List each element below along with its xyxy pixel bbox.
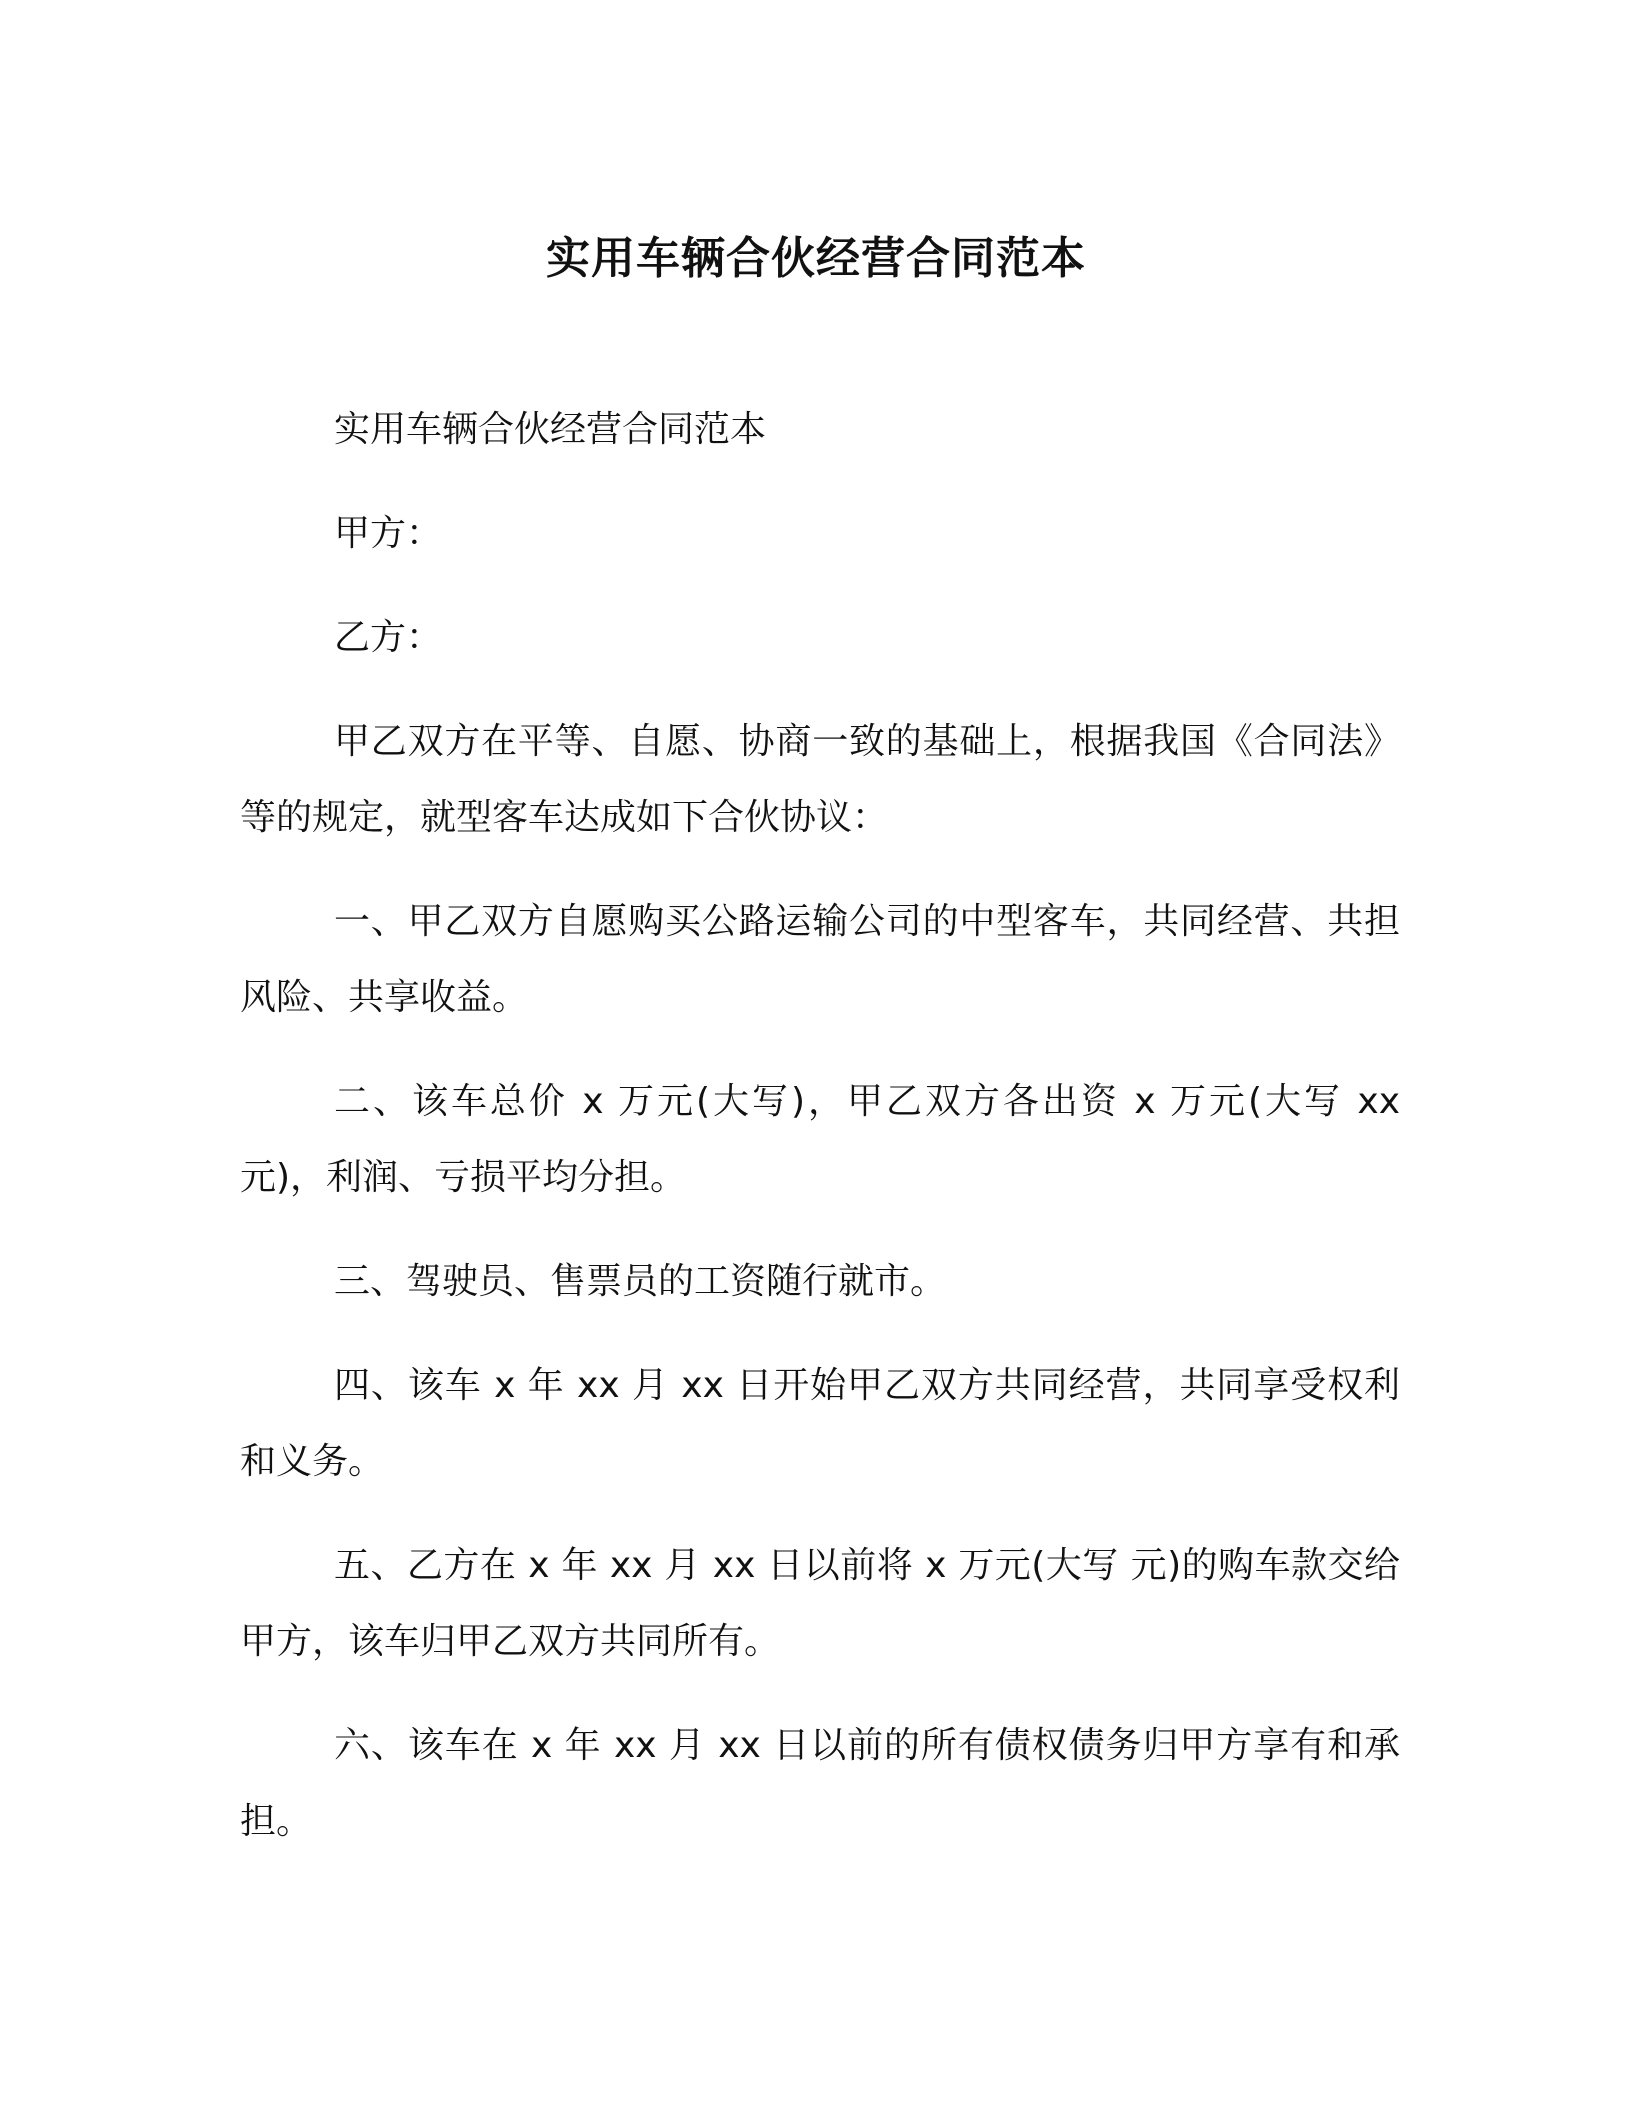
document-body xyxy=(240,392,1400,1888)
paragraph-clause-6: 六、该车在 x 年 xx 月 xx 日以前的所有债权债务归甲方享有和承担。 xyxy=(240,1725,1400,1842)
paragraph-subtitle: 实用车辆合伙经营合同范本 xyxy=(334,409,767,450)
paragraph-clause-4: 四、该车 x 年 xx 月 xx 日开始甲乙双方共同经营，共同享受权利和义务。 xyxy=(240,1365,1400,1482)
paragraph-clause-5: 五、乙方在 x 年 xx 月 xx 日以前将 x 万元(大写 元)的购车款交给甲方，该车归甲乙双方共同所有。 xyxy=(240,1545,1400,1662)
paragraph-clause-2: 二、该车总价 x 万元(大写)，甲乙双方各出资 x 万元(大写 xx 元)，利润、亏损平均分担。 xyxy=(240,1081,1400,1198)
paragraph-clause-1: 一、甲乙双方自愿购买公路运输公司的中型客车，共同经营、共担风险、共享收益。 xyxy=(240,901,1400,1018)
paragraph-party-b: 乙方： xyxy=(334,617,443,658)
document-title: 实用车辆合伙经营合同范本 xyxy=(546,233,1086,284)
paragraph-clause-3: 三、驾驶员、售票员的工资随行就市。 xyxy=(334,1261,947,1302)
paragraph-preamble: 甲乙双方在平等、自愿、协商一致的基础上，根据我国《合同法》等的规定，就型客车达成如下合伙协议： xyxy=(240,721,1400,838)
paragraph-party-a: 甲方： xyxy=(334,513,443,554)
